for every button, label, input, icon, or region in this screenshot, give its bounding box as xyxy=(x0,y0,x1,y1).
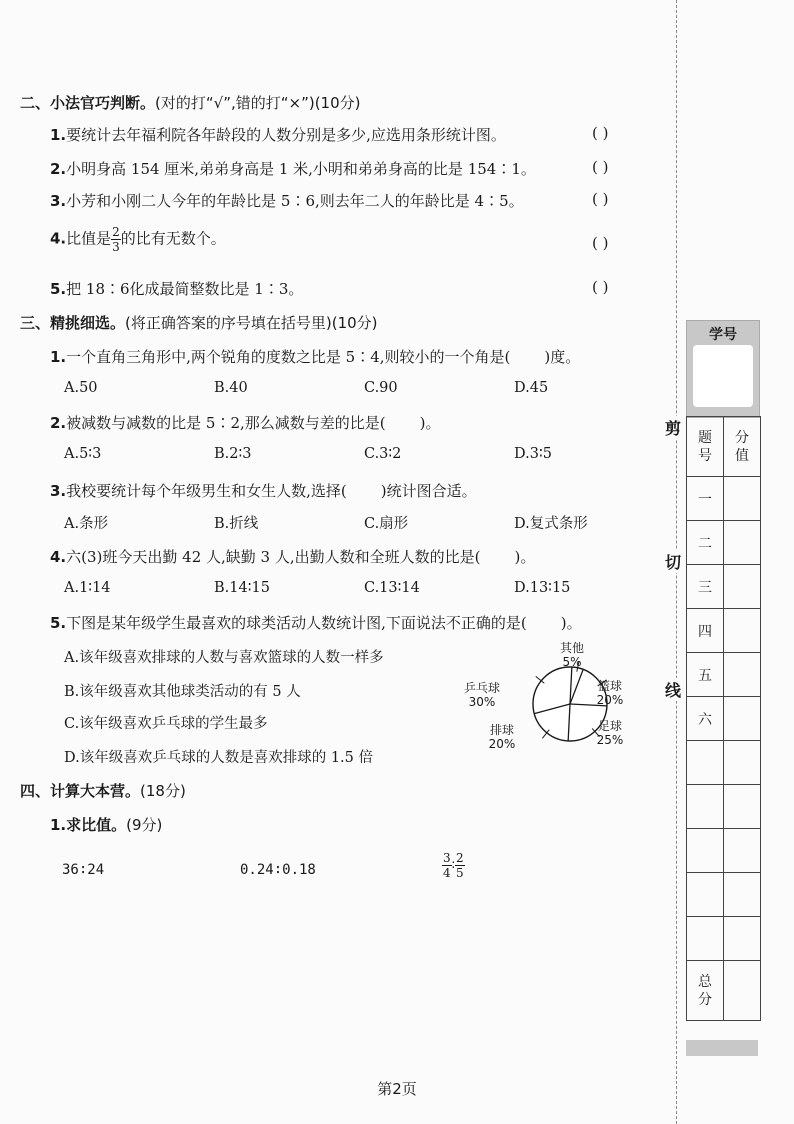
option-b: B.该年级喜欢其他球类活动的有 5 人 xyxy=(64,684,301,700)
row-label xyxy=(687,829,724,873)
option-b: B.折线 xyxy=(214,516,259,532)
judge-item-3: 3.小芳和小刚二人今年的年龄比是 5∶6,则去年二人的年龄比是 4∶5。 xyxy=(50,192,524,210)
page-number: 第2页 xyxy=(377,1080,417,1098)
judge-item-5: 5.把 18∶6化成最简整数比是 1∶3。 xyxy=(50,280,304,298)
score-cell[interactable] xyxy=(724,741,761,785)
ratio-expression-3: $\frac{3}{4}$ ∶ $\frac{2}{5}$ xyxy=(443,851,464,880)
row-label xyxy=(687,741,724,785)
score-cell[interactable] xyxy=(724,697,761,741)
score-cell[interactable] xyxy=(724,873,761,917)
row-label: 四 xyxy=(687,609,724,653)
cut-label-3: 线 xyxy=(665,678,681,701)
option-a: A.条形 xyxy=(64,516,109,532)
score-cell[interactable] xyxy=(724,829,761,873)
score-cell[interactable] xyxy=(724,785,761,829)
judge-item-4: 4.比值是 $\frac{2}{3}$ 的比有无数个。 xyxy=(50,225,226,254)
judge-item-2: 2.小明身高 154 厘米,弟弟身高是 1 米,小明和弟弟身高的比是 154∶1。 xyxy=(50,160,536,178)
choice-question-5: 5.下图是某年级学生最喜欢的球类活动人数统计图,下面说法不正确的是( )。 xyxy=(50,614,582,632)
choice-question-1: 1.一个直角三角形中,两个锐角的度数之比是 5∶4,则较小的一个角是( )度。 xyxy=(50,348,581,366)
row-label xyxy=(687,785,724,829)
fraction: $\frac{3}{4}$ xyxy=(443,851,451,880)
student-id-field[interactable] xyxy=(693,345,753,407)
row-label: 一 xyxy=(687,477,724,521)
row-label: 二 xyxy=(687,521,724,565)
score-cell[interactable] xyxy=(724,609,761,653)
score-cell[interactable] xyxy=(724,521,761,565)
option-c: C.该年级喜欢乒乓球的学生最多 xyxy=(64,716,268,732)
section-2-title: 二、小法官巧判断。(对的打“√”,错的打“×”)(10分) xyxy=(20,94,361,112)
answer-paren[interactable]: ( ) xyxy=(592,234,609,252)
total-label: 总分 xyxy=(687,961,724,1021)
pie-slice-label: 排球 xyxy=(489,723,515,737)
option-c: C.13∶14 xyxy=(364,580,420,596)
choice-question-3: 3.我校要统计每个年级男生和女生人数,选择( )统计图合适。 xyxy=(50,482,477,500)
option-b: B.14∶15 xyxy=(214,580,270,596)
pie-slice-label: 其他 xyxy=(559,641,585,655)
row-label xyxy=(687,873,724,917)
score-header-number: 题号 xyxy=(687,417,724,477)
row-label xyxy=(687,917,724,961)
pie-slice-label: 足球 xyxy=(597,719,623,733)
score-table xyxy=(686,416,761,1021)
pie-slice-percent: 30% xyxy=(468,695,496,709)
score-cell[interactable] xyxy=(724,653,761,697)
row-label: 五 xyxy=(687,653,724,697)
total-cell[interactable] xyxy=(724,961,761,1021)
score-cell[interactable] xyxy=(724,917,761,961)
option-d: D.45 xyxy=(514,380,549,396)
fraction: $\frac{2}{3}$ xyxy=(112,225,120,254)
student-id-label: 学号 xyxy=(709,327,737,343)
answer-paren[interactable]: ( ) xyxy=(592,158,609,176)
choice-question-4: 4.六(3)班今天出勤 42 人,缺勤 3 人,出勤人数和全班人数的比是( )。 xyxy=(50,548,536,566)
pie-slice-percent: 5% xyxy=(562,655,582,669)
student-id-box xyxy=(686,320,760,418)
option-c: C.90 xyxy=(364,380,398,396)
cut-label-2: 切 xyxy=(665,550,681,573)
binding-bar xyxy=(686,1040,758,1056)
option-b: B.40 xyxy=(214,380,248,396)
option-a: A.该年级喜欢排球的人数与喜欢篮球的人数一样多 xyxy=(64,650,384,666)
pie-slice-percent: 20% xyxy=(596,693,624,707)
subsection-1-title: 1.求比值。(9分) xyxy=(50,816,163,834)
score-header-points: 分值 xyxy=(724,417,761,477)
option-d: D.13∶15 xyxy=(514,580,571,596)
option-a: A.1∶14 xyxy=(64,580,111,596)
ratio-expression-1: 36∶24 xyxy=(62,862,105,878)
answer-paren[interactable]: ( ) xyxy=(592,124,609,142)
option-a: A.5∶3 xyxy=(64,446,102,462)
option-d: D.复式条形 xyxy=(514,516,588,532)
choice-question-2: 2.被减数与减数的比是 5∶2,那么减数与差的比是( )。 xyxy=(50,414,441,432)
answer-paren[interactable]: ( ) xyxy=(592,190,609,208)
answer-paren[interactable]: ( ) xyxy=(592,278,609,296)
pie-slice-label: 乒乓球 xyxy=(463,681,501,695)
section-3-title: 三、精挑细选。(将正确答案的序号填在括号里)(10分) xyxy=(20,314,378,332)
option-c: C.3∶2 xyxy=(364,446,402,462)
option-c: C.扇形 xyxy=(364,516,409,532)
judge-item-1: 1.要统计去年福利院各年龄段的人数分别是多少,应选用条形统计图。 xyxy=(50,126,506,144)
section-4-title: 四、计算大本营。(18分) xyxy=(20,782,186,800)
row-label: 六 xyxy=(687,697,724,741)
pie-chart xyxy=(460,640,660,764)
option-d: D.3∶5 xyxy=(514,446,552,462)
pie-slice-percent: 20% xyxy=(488,737,516,751)
pie-slice-percent: 25% xyxy=(596,733,624,747)
cut-label-1: 剪 xyxy=(665,416,681,439)
pie-slice-label: 篮球 xyxy=(597,679,623,693)
option-b: B.2∶3 xyxy=(214,446,252,462)
row-label: 三 xyxy=(687,565,724,609)
ratio-expression-2: 0.24∶0.18 xyxy=(240,862,316,878)
score-cell[interactable] xyxy=(724,565,761,609)
option-d: D.该年级喜欢乒乓球的人数是喜欢排球的 1.5 倍 xyxy=(64,750,373,766)
option-a: A.50 xyxy=(64,380,98,396)
score-cell[interactable] xyxy=(724,477,761,521)
fraction: $\frac{2}{5}$ xyxy=(456,851,464,880)
